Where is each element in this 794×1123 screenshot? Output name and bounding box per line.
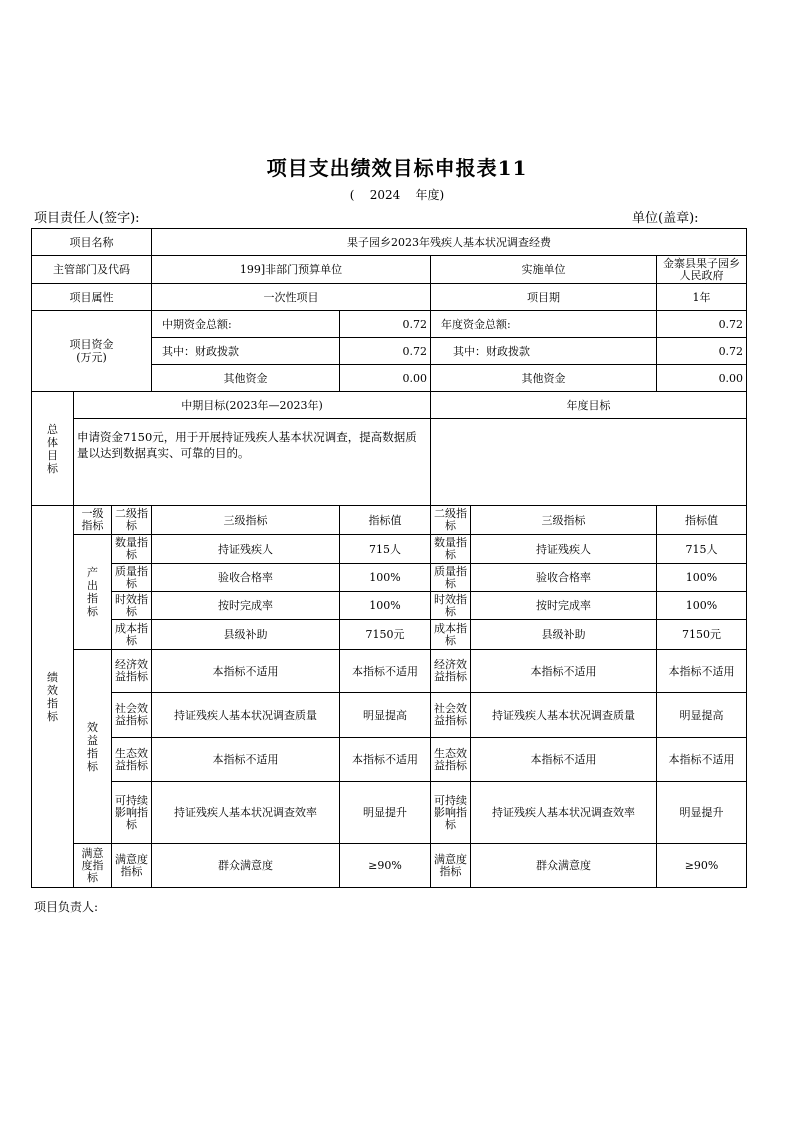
responsible-label: 项目责任人(签字): [34,211,140,226]
department-label: 主管部门及代码 [32,256,152,284]
header-value: 指标值 [340,506,431,535]
indicator-value: 本指标不适用 [340,650,431,693]
year-total-label: 年度资金总额: [431,311,657,338]
attribute-label: 项目属性 [32,284,152,311]
attribute-value: 一次性项目 [152,284,431,311]
indicator-l3: 本指标不适用 [152,738,340,782]
indicator-l3: 持证残疾人基本状况调查质量 [152,693,340,738]
table-row [32,650,747,693]
mid-other-label: 其他资金 [152,365,340,392]
header-level1: 一级指标 [74,506,112,535]
year-goal-header: 年度目标 [431,392,747,419]
output-indicator-label: 产出指标 [74,535,112,650]
indicator-value-year: 715人 [657,535,747,564]
table-row [32,592,747,620]
row-funds-total [32,311,747,338]
project-leader-label: 项目负责人: [34,900,99,914]
row-project-name [32,229,747,256]
year-fiscal-value: 0.72 [657,338,747,365]
impl-unit-label: 实施单位 [431,256,657,284]
year-total-value: 0.72 [657,311,747,338]
funds-label [32,311,152,392]
indicator-l2: 满意度指标 [112,844,152,888]
indicator-l2: 经济效益指标 [112,650,152,693]
indicator-l2-year: 满意度指标 [431,844,471,888]
project-name-value: 果子园乡2023年残疾人基本状况调查经费 [152,229,747,256]
mid-total-label: 中期资金总额: [152,311,340,338]
table-row [32,844,747,888]
indicator-value-year: ≥90% [657,844,747,888]
year-fiscal-label: 其中：财政拨款 [431,338,657,365]
unit-label: 单位(盖章): [632,211,699,226]
period-label: 项目期 [431,284,657,311]
indicator-value-year: 明显提高 [657,693,747,738]
mid-other-value: 0.00 [340,365,431,392]
year-other-value: 0.00 [657,365,747,392]
indicator-value: 7150元 [340,620,431,650]
indicator-l2: 生态效益指标 [112,738,152,782]
performance-table [31,228,747,888]
year-open: ( [349,188,355,202]
indicator-l3: 验收合格率 [152,564,340,592]
indicator-l3-year: 本指标不适用 [471,738,657,782]
indicator-value-year: 明显提升 [657,782,747,844]
funds-label-text: 项目资金 [69,338,114,351]
header-level2-year: 二级指标 [431,506,471,535]
indicator-l2-year: 社会效益指标 [431,693,471,738]
indicator-l2: 数量指标 [112,535,152,564]
indicator-l2-year: 时效指标 [431,592,471,620]
period-value: 1年 [657,284,747,311]
indicator-value-year: 本指标不适用 [657,738,747,782]
indicator-l2-year: 经济效益指标 [431,650,471,693]
year-line [0,186,794,203]
indicator-value: 明显提升 [340,782,431,844]
indicator-l3-year: 本指标不适用 [471,650,657,693]
overall-goal-label: 总体目标 [32,392,74,506]
table-row [32,535,747,564]
table-row [32,564,747,592]
table-row [32,738,747,782]
indicator-value: 明显提高 [340,693,431,738]
table-row [32,782,747,844]
indicator-l3-year: 持证残疾人基本状况调查效率 [471,782,657,844]
indicator-value-year: 7150元 [657,620,747,650]
indicator-l3-year: 按时完成率 [471,592,657,620]
indicator-l2-year: 质量指标 [431,564,471,592]
indicator-l3-year: 持证残疾人 [471,535,657,564]
header-level3: 三级指标 [152,506,340,535]
indicator-l2: 可持续影响指标 [112,782,152,844]
year-other-label: 其他资金 [431,365,657,392]
indicator-l3-year: 验收合格率 [471,564,657,592]
row-goals-header [32,392,747,419]
indicator-l2: 时效指标 [112,592,152,620]
year-goal-text [431,419,747,506]
year-suffix: 年度) [415,188,445,202]
indicator-value-year: 100% [657,564,747,592]
row-department [32,256,747,284]
indicator-l3: 县级补助 [152,620,340,650]
indicator-l2: 社会效益指标 [112,693,152,738]
indicator-value-year: 本指标不适用 [657,650,747,693]
row-attribute [32,284,747,311]
mid-fiscal-label: 其中：财政拨款 [152,338,340,365]
indicator-value: ≥90% [340,844,431,888]
performance-indicator-label: 绩效指标 [32,506,74,888]
table-row [32,693,747,738]
table-row [32,620,747,650]
row-goals-text [32,419,747,506]
indicator-value-year: 100% [657,592,747,620]
mid-goal-header: 中期目标(2023年—2023年) [74,392,431,419]
indicator-l3: 本指标不适用 [152,650,340,693]
year-value: 2024 [369,188,401,202]
indicator-l3: 群众满意度 [152,844,340,888]
department-value: 199]非部门预算单位 [152,256,431,284]
indicator-l2: 成本指标 [112,620,152,650]
indicator-l3: 按时完成率 [152,592,340,620]
header-level2: 二级指标 [112,506,152,535]
header-value-year: 指标值 [657,506,747,535]
mid-goal-text: 申请资金7150元，用于开展持证残疾人基本状况调查，提高数据质量以达到数据真实、可靠的目的。 [74,419,431,506]
mid-fiscal-value: 0.72 [340,338,431,365]
indicator-l2-year: 生态效益指标 [431,738,471,782]
indicator-l3-year: 县级补助 [471,620,657,650]
row-indicator-header [32,506,747,535]
satisfaction-indicator-label: 满意度指标 [74,844,112,888]
indicator-l2: 质量指标 [112,564,152,592]
benefit-indicator-label: 效益指标 [74,650,112,844]
indicator-l3: 持证残疾人基本状况调查效率 [152,782,340,844]
indicator-l3-year: 持证残疾人基本状况调查质量 [471,693,657,738]
indicator-l3: 持证残疾人 [152,535,340,564]
indicator-value: 100% [340,564,431,592]
indicator-l2-year: 成本指标 [431,620,471,650]
indicator-l2-year: 数量指标 [431,535,471,564]
page-title: 项目支出绩效目标申报表11 [266,156,528,180]
mid-total-value: 0.72 [340,311,431,338]
indicator-value: 100% [340,592,431,620]
impl-unit-value: 金寨县果子园乡人民政府 [657,256,747,284]
indicator-value: 本指标不适用 [340,738,431,782]
indicator-l2-year: 可持续影响指标 [431,782,471,844]
indicator-l3-year: 群众满意度 [471,844,657,888]
header-level3-year: 三级指标 [471,506,657,535]
project-name-label: 项目名称 [32,229,152,256]
indicator-value: 715人 [340,535,431,564]
funds-unit-text: (万元) [76,351,107,364]
